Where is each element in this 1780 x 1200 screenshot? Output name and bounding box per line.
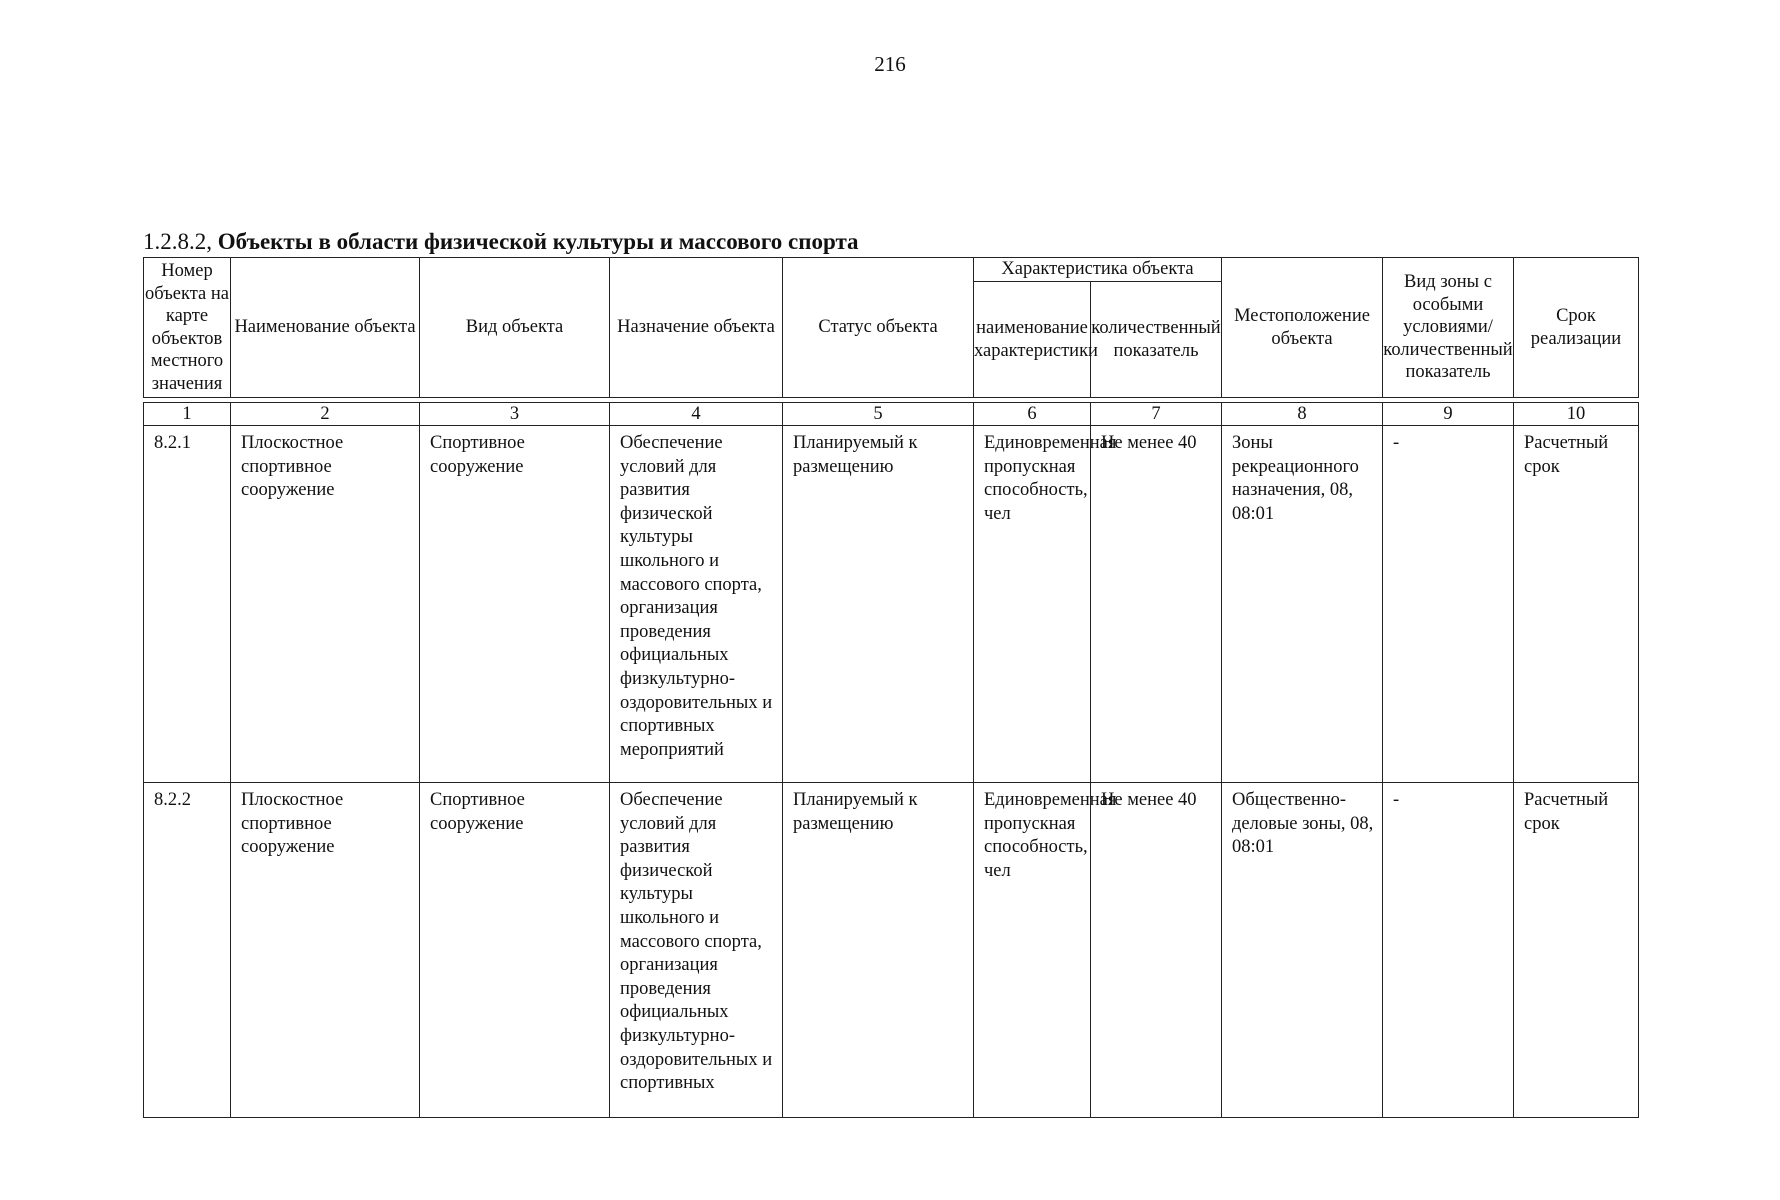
cell-object-status: Планируемый к размещению xyxy=(793,790,918,834)
header-characteristic-value: количественный показатель xyxy=(1091,282,1222,398)
table-header xyxy=(143,257,1639,398)
cell-object-purpose: Обеспечение условий для развития физической культуры школьного и массового спорта, организация проведения официальных физкультурно-оздоровительных и спортивных мероприятий xyxy=(620,433,773,760)
page-number: 216 xyxy=(874,52,906,76)
header-location: Местоположение объекта xyxy=(1222,258,1383,398)
cell-term: Расчетный срок xyxy=(1524,790,1609,834)
header-type: Вид объекта xyxy=(420,258,610,398)
column-number: 9 xyxy=(1383,403,1514,426)
header-term: Срок реализации xyxy=(1514,258,1639,398)
cell-characteristic-name: Единовременная пропускная способность, чел xyxy=(984,433,1117,524)
cell-object-type: Спортивное сооружение xyxy=(430,790,525,834)
header-zone: Вид зоны с особыми условиями/ количественный показатель xyxy=(1383,258,1514,398)
header-number: Номер объекта на карте объектов местного значения xyxy=(144,258,231,398)
section-number: 1.2.8.2, xyxy=(143,229,212,254)
column-number: 7 xyxy=(1091,403,1222,426)
column-number: 1 xyxy=(144,403,231,426)
cell-object-number: 8.2.2 xyxy=(154,790,191,810)
section-title: Объекты в области физической культуры и массового спорта xyxy=(217,229,859,254)
column-number: 5 xyxy=(783,403,974,426)
cell-zone: - xyxy=(1393,433,1400,453)
cell-characteristic-value: Не менее 40 xyxy=(1101,790,1197,810)
cell-object-purpose: Обеспечение условий для развития физической культуры школьного и массового спорта, организация проведения официальных физкультурно-оздоровительных и спортивных xyxy=(620,790,773,1094)
column-number: 10 xyxy=(1514,403,1639,426)
header-status: Статус объекта xyxy=(783,258,974,398)
header-name: Наименование объекта xyxy=(231,258,420,398)
cell-characteristic-name: Единовременная пропускная способность, чел xyxy=(984,790,1117,881)
cell-object-number: 8.2.1 xyxy=(154,433,191,453)
header-characteristic-name: наименование характеристики xyxy=(974,282,1091,398)
header-purpose: Назначение объекта xyxy=(610,258,783,398)
cell-zone: - xyxy=(1393,790,1400,810)
cell-term: Расчетный срок xyxy=(1524,433,1609,477)
column-number: 8 xyxy=(1222,403,1383,426)
cell-object-name: Плоскостное спортивное сооружение xyxy=(241,433,344,501)
cell-location: Общественно-деловые зоны, 08, 08:01 xyxy=(1232,790,1374,858)
table-row xyxy=(144,783,1639,1118)
table-body xyxy=(143,402,1639,1118)
header-characteristic-group: Характеристика объекта xyxy=(974,258,1222,282)
section-heading xyxy=(143,229,859,255)
cell-location: Зоны рекреационного назначения, 08, 08:01 xyxy=(1232,433,1359,524)
column-number: 2 xyxy=(231,403,420,426)
column-number: 6 xyxy=(974,403,1091,426)
cell-object-type: Спортивное сооружение xyxy=(430,433,525,477)
column-number: 4 xyxy=(610,403,783,426)
cell-object-status: Планируемый к размещению xyxy=(793,433,918,477)
column-number: 3 xyxy=(420,403,610,426)
column-number-row xyxy=(144,403,1639,426)
cell-characteristic-value: Не менее 40 xyxy=(1101,433,1197,453)
cell-object-name: Плоскостное спортивное сооружение xyxy=(241,790,344,858)
table-row xyxy=(144,426,1639,783)
